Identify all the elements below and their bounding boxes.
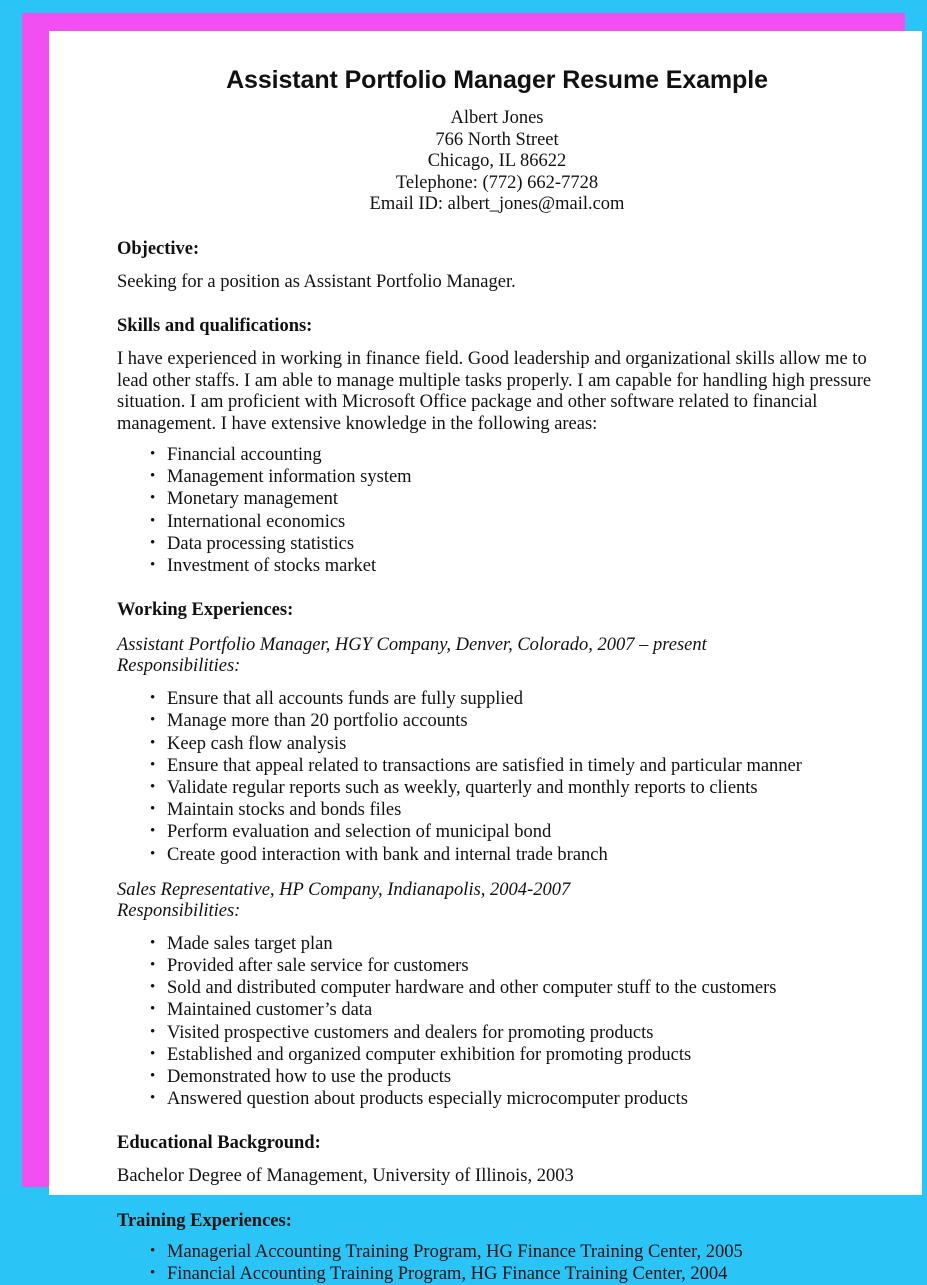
contact-name: Albert Jones (450, 108, 544, 128)
job-responsibilities-label-1: Responsibilities: (117, 656, 241, 677)
list-item: • Manage more than 20 portfolio accounts (117, 710, 877, 732)
skills-summary: I have experienced in working in finance field. Good leadership and organizational skills allow me to lead other staffs. I am able to manage multiple tasks properly. I am capable for handling high pressure situation. I am proficient with Microsoft Office package and other software related to financial management. I have extensive knowledge in the following areas: (117, 349, 872, 434)
list-item: • Financial Accounting Training Program, HG Finance Training Center, 2004 (117, 1263, 877, 1285)
resume-content (117, 31, 877, 1285)
training-list (117, 1241, 877, 1285)
list-item: • Data processing statistics (117, 533, 877, 555)
list-item: • Answered question about products especially microcomputer products (117, 1088, 877, 1110)
resume-page (49, 31, 922, 1285)
list-item: • Maintain stocks and bonds files (117, 799, 877, 821)
list-item: • Financial accounting (117, 444, 877, 466)
contact-block (117, 108, 877, 216)
job-title-line-1: Assistant Portfolio Manager, HGY Company, Denver, Colorado, 2007 – present (117, 635, 707, 656)
list-item: • Investment of stocks market (117, 555, 877, 577)
list-item: • Perform evaluation and selection of municipal bond (117, 821, 877, 843)
section-heading-training-experiences: Training Experiences: (117, 1210, 292, 1231)
list-item: • Made sales target plan (117, 933, 877, 955)
job-responsibilities-list-2 (117, 933, 877, 1111)
contact-city-state-zip: Chicago, IL 86622 (427, 151, 567, 171)
section-heading-skills: Skills and qualifications: (117, 316, 313, 336)
list-item: • Sold and distributed computer hardware and other computer stuff to the customers (117, 977, 877, 999)
objective-text: Seeking for a position as Assistant Portfolio Manager. (117, 271, 516, 292)
list-item: • Maintained customer’s data (117, 999, 877, 1021)
list-item: • Validate regular reports such as weekly, quarterly and monthly reports to clients (117, 777, 877, 799)
list-item: • Ensure that appeal related to transactions are satisfied in timely and particular manner (117, 755, 877, 777)
section-heading-working-experiences: Working Experiences: (117, 600, 294, 621)
list-item: • Keep cash flow analysis (117, 733, 877, 755)
contact-email: Email ID: albert_jones@mail.com (369, 194, 625, 214)
page-title: Assistant Portfolio Manager Resume Example (226, 66, 768, 94)
section-heading-educational-background: Educational Background: (117, 1133, 321, 1154)
contact-street: 766 North Street (435, 129, 559, 150)
list-item: • Management information system (117, 466, 877, 488)
education-text: Bachelor Degree of Management, University of Illinois, 2003 (117, 1166, 574, 1187)
list-item: • Provided after sale service for customers (117, 955, 877, 977)
job-title-line-2: Sales Representative, HP Company, Indianapolis, 2004-2007 (117, 879, 571, 900)
list-item: • International economics (117, 511, 877, 533)
list-item: • Monetary management (117, 488, 877, 510)
list-item: • Managerial Accounting Training Program, HG Finance Training Center, 2005 (117, 1241, 877, 1263)
decorative-inner-border (22, 13, 905, 1285)
list-item: • Visited prospective customers and dealers for promoting products (117, 1022, 877, 1044)
list-item: • Ensure that all accounts funds are fully supplied (117, 688, 877, 710)
section-heading-objective: Objective: (117, 238, 200, 259)
job-responsibilities-list-1 (117, 688, 877, 866)
list-item: • Demonstrated how to use the products (117, 1066, 877, 1088)
job-responsibilities-label-2: Responsibilities: (117, 900, 241, 921)
list-item: • Established and organized computer exhibition for promoting products (117, 1044, 877, 1066)
contact-telephone: Telephone: (772) 662-7728 (395, 172, 599, 193)
list-item: • Create good interaction with bank and internal trade branch (117, 844, 877, 866)
skills-list (117, 444, 877, 577)
